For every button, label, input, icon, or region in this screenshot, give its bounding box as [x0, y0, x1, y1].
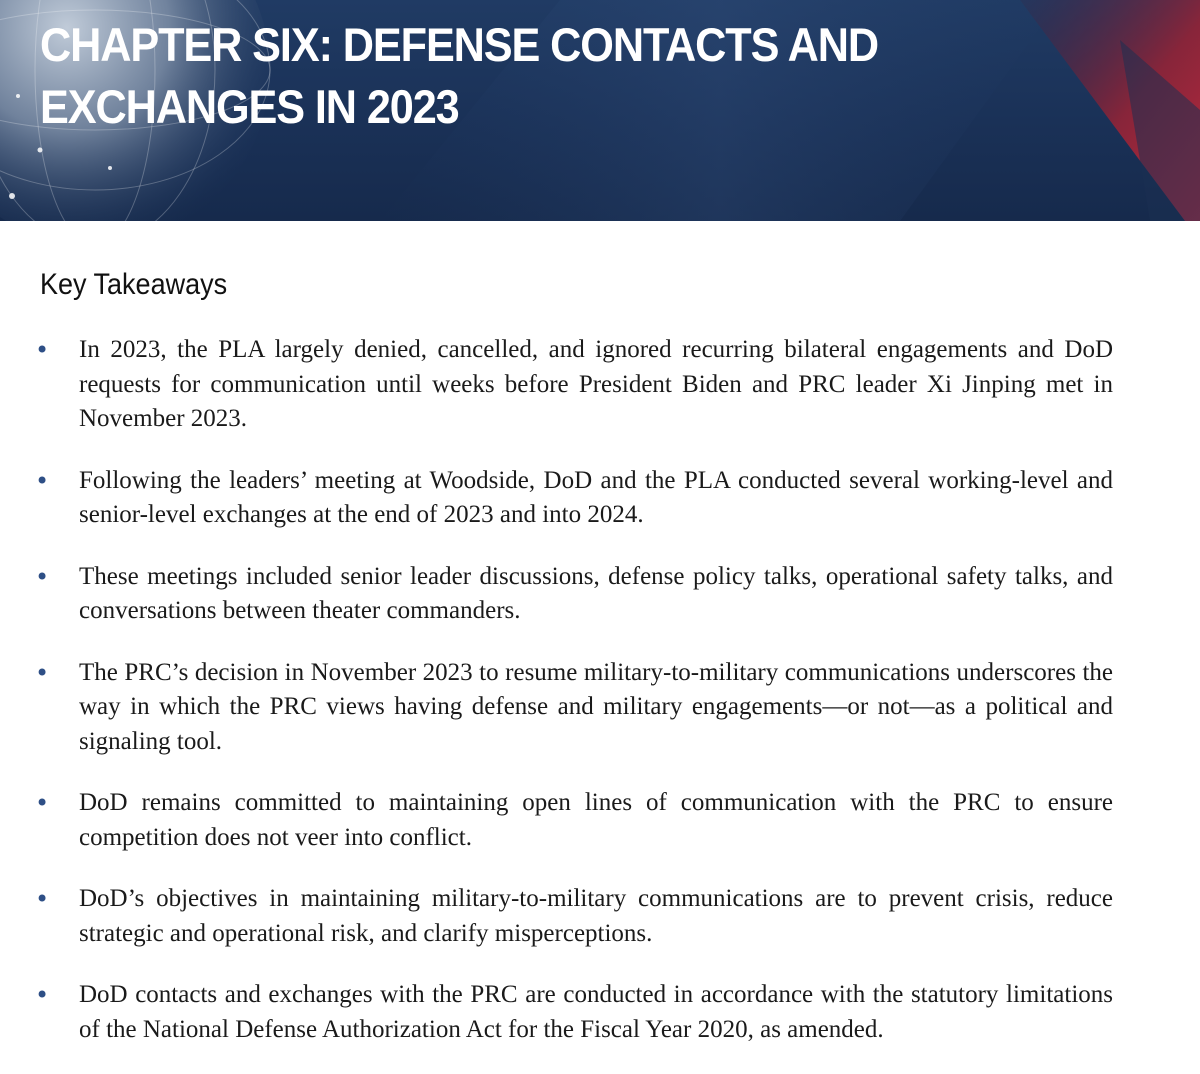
takeaway-text: Following the leaders’ meeting at Woodside, DoD and the PLA conducted several working-level and senior-level exchanges at the end of 2023 and into 2024.: [79, 466, 1113, 528]
list-item: [0, 464, 1200, 533]
section-heading: Key Takeaways: [40, 268, 228, 301]
bullet-icon: •: [35, 658, 50, 687]
chapter-title-line-2: EXCHANGES IN 2023: [40, 80, 459, 133]
takeaway-text: The PRC’s decision in November 2023 to resume military-to-military communications underscores the way in which the PRC views having defense and military engagements—or not—as a political and signaling tool.: [79, 658, 1113, 755]
list-item: [0, 333, 1200, 437]
chapter-title: [40, 14, 878, 138]
list-item: [0, 882, 1200, 951]
bullet-icon: •: [35, 562, 50, 591]
key-takeaways-list: [0, 333, 1200, 1074]
list-item: [0, 560, 1200, 629]
bullet-icon: •: [35, 336, 50, 364]
takeaway-text: DoD’s objectives in maintaining military-to-military communications are to prevent crisis, reduce strategic and operational risk, and clarify misperceptions.: [79, 885, 1113, 947]
takeaway-text: In 2023, the PLA largely denied, cancelled, and ignored recurring bilateral engagements and DoD requests for communication until weeks before President Biden and PRC leader Xi Jinping met in November 2023.: [79, 336, 1113, 432]
bullet-icon: •: [35, 981, 50, 1009]
list-item: [0, 978, 1200, 1047]
bullet-icon: •: [35, 885, 50, 913]
list-item: [0, 656, 1200, 760]
takeaway-text: DoD contacts and exchanges with the PRC are conducted in accordance with the statutory limitations of the National Defense Authorization Act for the Fiscal Year 2020, as amended.: [79, 981, 1113, 1043]
chapter-banner: [0, 0, 1200, 221]
takeaway-text: DoD remains committed to maintaining open lines of communication with the PRC to ensure competition does not veer into conflict.: [79, 789, 1113, 851]
takeaway-text: These meetings included senior leader discussions, defense policy talks, operational safety talks, and conversations between theater commanders.: [79, 562, 1113, 624]
chapter-title-line-1: CHAPTER SIX: DEFENSE CONTACTS AND: [40, 18, 879, 71]
bullet-icon: •: [35, 789, 50, 817]
bullet-icon: •: [35, 466, 50, 495]
list-item: [0, 786, 1200, 855]
